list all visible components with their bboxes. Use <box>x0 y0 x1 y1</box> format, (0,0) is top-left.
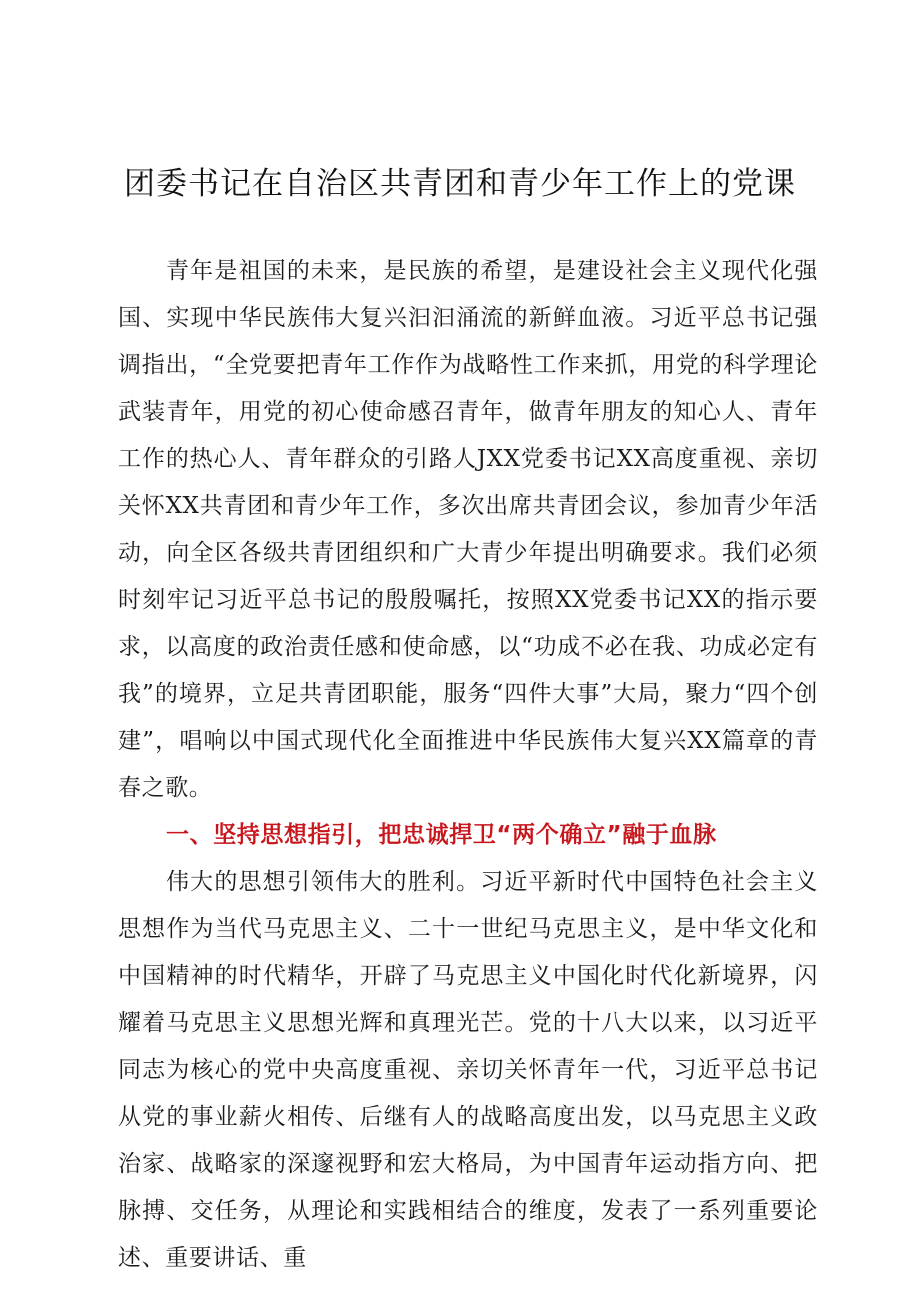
intro-paragraph: 青年是祖国的未来，是民族的希望，是建设社会主义现代化强国、实现中华民族伟大复兴汩汩涌流的新鲜血液。习近平总书记强调指出，“全党要把青年工作作为战略性工作来抓，用党的科学理论武装青年，用党的初心使命感召青年，做青年朋友的知心人、青年工作的热心人、青年群众的引路人JXX党委书记XX高度重视、亲切关怀XX共青团和青少年工作，多次出席共青团会议，参加青少年活动，向全区各级共青团组织和广大青少年提出明确要求。我们必须时刻牢记习近平总书记的殷殷嘱托，按照XX党委书记XX的指示要求，以高度的政治责任感和使命感，以“功成不必在我、功成必定有我”的境界，立足共青团职能，服务“四件大事”大局，聚力“四个创建”，唱响以中国式现代化全面推进中华民族伟大复兴XX篇章的青春之歌。 <box>118 258 818 801</box>
section-paragraph: 伟大的思想引领伟大的胜利。习近平新时代中国特色社会主义思想作为当代马克思主义、二十一世纪马克思主义，是中华文化和中国精神的时代精华，开辟了马克思主义中国化时代化新境界，闪耀着马克思主义思想光辉和真理光芒。党的十八大以来，以习近平同志为核心的党中央高度重视、亲切关怀青年一代，习近平总书记从党的事业薪火相传、后继有人的战略高度出发，以马克思主义政治家、战略家的深邃视野和宏大格局，为中国青年运动指方向、把脉搏、交任务，从理论和实践相结合的维度，发表了一系列重要论述、重要讲话、重 <box>118 869 818 1271</box>
document-body <box>118 248 818 1282</box>
section-heading: 一、坚持思想指引，把忠诚捍卫“两个确立”融于血脉 <box>166 822 717 848</box>
document-title: 团委书记在自治区共青团和青少年工作上的党课 <box>124 166 796 202</box>
